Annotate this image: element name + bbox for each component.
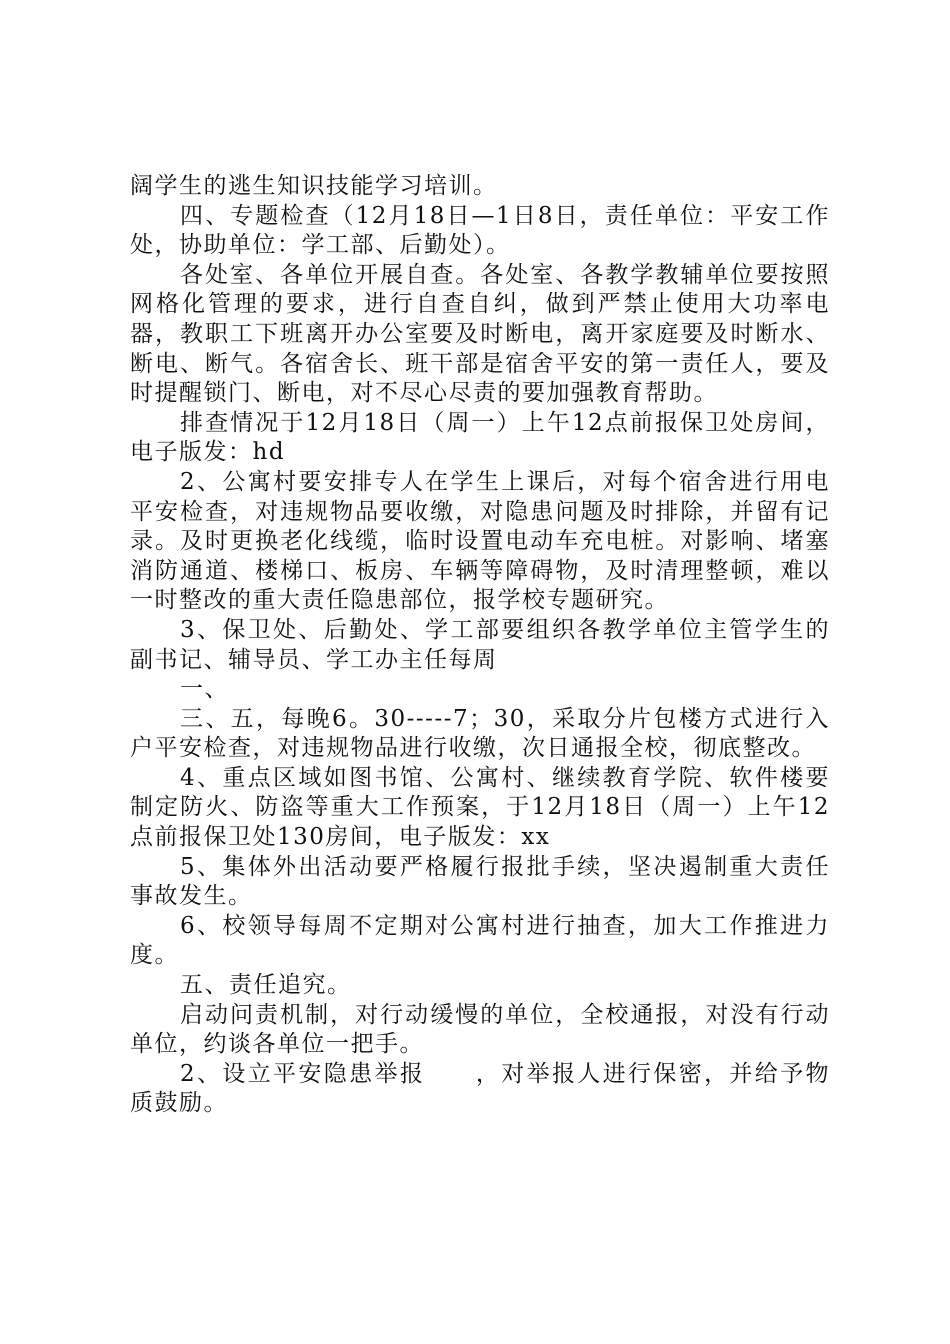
document-body	[130, 172, 830, 1119]
paragraph-4: 排查情况于12月18日（周一）上午12点前报保卫处房间，电子版发：hd	[130, 409, 830, 466]
paragraph-6: 3、保卫处、后勤处、学工部要组织各教学单位主管学生的副书记、辅导员、学工办主任每周	[130, 616, 830, 673]
paragraph-9: 4、重点区域如图书馆、公寓村、继续教育学院、软件楼要制定防火、防盗等重大工作预案，于12月18日（周一）上午12点前报保卫处130房间，电子版发：xx	[130, 764, 830, 851]
paragraph-7: 一、	[180, 676, 229, 703]
paragraph-8: 三、五，每晚6。30-----7；30，采取分片包楼方式进行入户平安检查，对违规物品进行收缴，次日通报全校，彻底整改。	[130, 705, 830, 762]
paragraph-1: 阔学生的逃生知识技能学习培训。	[130, 173, 498, 199]
paragraph-12: 五、责任追究。	[180, 972, 352, 999]
paragraph-10: 5、集体外出活动要严格履行报批手续，坚决遏制重大责任事故发生。	[130, 853, 830, 910]
paragraph-11: 6、校领导每周不定期对公寓村进行抽查，加大工作推进力度。	[130, 912, 830, 969]
paragraph-3: 各处室、各单位开展自查。各处室、各教学教辅单位要按照网格化管理的要求，进行自查自纠，做到严禁止使用大功率电器，教职工下班离开办公室要及时断电，离开家庭要及时断水、断电、断气。各宿舍长、班干部是宿舍平安的第一责任人，要及时提醒锁门、断电，对不尽心尽责的要加强教育帮助。	[130, 261, 830, 407]
paragraph-5: 2、公寓村要安排专人在学生上课后，对每个宿舍进行用电平安检查，对违规物品要收缴，对隐患问题及时排除，并留有记录。及时更换老化线缆，临时设置电动车充电桩。对影响、堵塞消防通道、楼梯口、板房、车辆等障碍物，及时清理整顿，难以一时整改的重大责任隐患部位，报学校专题研究。	[130, 468, 830, 614]
paragraph-14: 2、设立平安隐患举报 ，对举报人进行保密，并给予物质鼓励。	[130, 1060, 830, 1117]
paragraph-2: 四、专题检查（12月18日—1日8日，责任单位：平安工作处，协助单位：学工部、后勤处）。	[130, 202, 830, 259]
paragraph-13: 启动问责机制，对行动缓慢的单位，全校通报，对没有行动单位，约谈各单位一把手。	[130, 1001, 830, 1058]
